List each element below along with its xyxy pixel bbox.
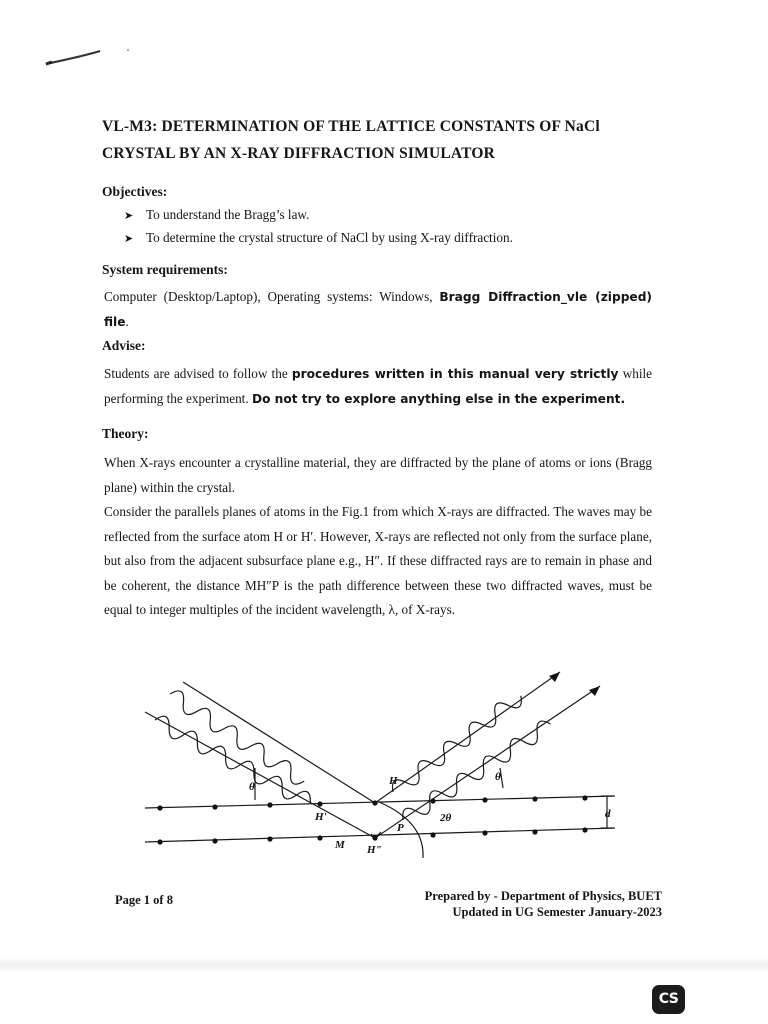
camscanner-logo-icon: CS [652,985,685,1014]
label-p: P [397,822,404,834]
advise-bold-part: procedures written in this manual very strictly [291,367,619,381]
page-number: Page 1 of 8 [115,893,173,907]
objectives-heading: Objectives: [102,184,168,199]
system-requirements-text [104,285,652,334]
theory-paragraph-2: Consider the parallels planes of atoms in the Fig.1 from which X-rays are diffracted. The waves may be reflected from the surface atom H or H′. However, X-rays are reflected not only from the surface plane, but also from the adjacent subsurface plane e.g., H″. If these diffracted rays are to remain in phase and be coherent, the distance MH″P is the path difference between these two diffracted waves, must be equal to integer multiples of the incident wavelength, λ, of X-rays. [104,504,652,617]
system-requirements-heading: System requirements: [102,262,228,277]
label-h-prime: H' [315,811,327,823]
objective-text: To understand the Bragg’s law. [146,207,310,222]
advise-text-part: Students are advised to follow the [104,366,292,381]
theory-paragraph-1: When X-rays encounter a crystalline material, they are diffracted by the plane of atoms or ions (Bragg plane) within the crystal. [104,455,652,495]
document-title [102,113,662,167]
requirements-text-end: . [125,313,129,329]
arrow-bullet-icon: ➤ [124,232,134,245]
pen-mark-decoration [44,44,134,74]
advise-bold-warning: Do not try to explore anything else in the experiment. [251,391,626,406]
title-line-1: VL-M3: DETERMINATION OF THE LATTICE CONSTANTS OF NaCl [102,118,600,135]
label-h: H [389,775,398,787]
label-d: d [605,808,611,820]
objective-text: To determine the crystal structure of NaCl by using X-ray diffraction. [146,230,513,245]
theory-heading: Theory: [102,426,149,441]
label-theta-left: θ [249,781,255,793]
requirements-text-part: Computer (Desktop/Laptop), Operating systems: Windows, [104,289,440,304]
updated-semester: Updated in UG Semester January-2023 [452,905,662,919]
objective-item [124,230,513,246]
arrow-bullet-icon: ➤ [124,209,134,222]
requirements-bold-part: Bragg Diffraction_vle (zipped) file [104,290,652,329]
label-two-theta: 2θ [440,812,452,824]
footer-credits [398,888,662,920]
prepared-by: Prepared by - Department of Physics, BUET [424,889,662,903]
objective-item [124,207,309,223]
label-m: M [335,839,345,851]
advise-heading: Advise: [102,338,146,353]
title-line-2: CRYSTAL BY AN X-RAY DIFFRACTION SIMULATOR [102,145,496,162]
advise-text [104,362,652,411]
label-h-double: H" [367,844,382,856]
bragg-diffraction-figure [135,660,625,860]
label-theta-right: θ [495,771,501,783]
scan-edge-strip [0,958,768,972]
advise-text-part: while performing the experiment. [104,366,652,406]
